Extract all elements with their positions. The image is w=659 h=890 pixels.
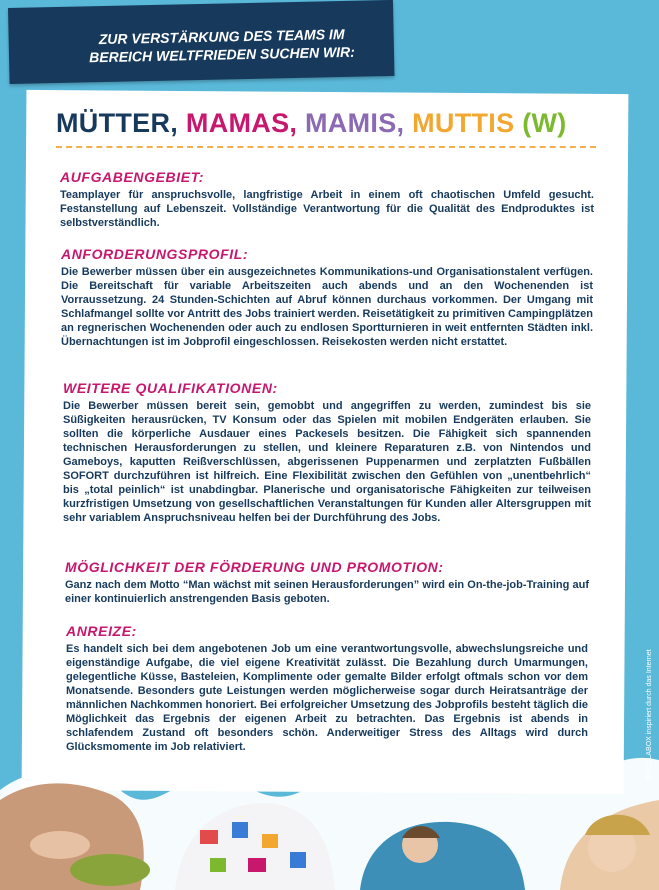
headline-word-4: MUTTIS — [412, 108, 515, 138]
banner-text — [56, 24, 387, 67]
section-aufgabengebiet — [60, 168, 594, 230]
section-foerderung — [65, 558, 589, 606]
section-title: ANFORDERUNGSPROFIL: — [61, 246, 249, 262]
banner-line-2: BEREICH WELTFRIEDEN SUCHEN WIR: — [89, 43, 356, 66]
section-body: Ganz nach dem Motto “Man wächst mit seinen Herausforderungen” wird ein On-the-job-Training auf einer kontinuierlich anstrengenden Basis geboten. — [65, 579, 589, 605]
headline-word-5: (W) — [522, 108, 567, 138]
banner-line-1: ZUR VERSTÄRKUNG DES TEAMS IM — [98, 25, 345, 48]
section-body: Die Bewerber müssen bereit sein, gemobbt und angegriffen zu werden, zumindest bis sie Süßigkeiten herausrücken, TV Konsum oder das Spielen mit mobilen Endgeräten erlauben. Sie sollten die körperliche Ausdauer eines Packesels besitzen. Die Fähigkeit sich spannenden technischen Herausforderungen zu stellen, und kleinere Reparaturen z.B. von Nintendos und Gameboys, kaputten Reißverschlüssen, abgerissenen Puppenarmen und zerplatzten Fußbällen SOFORT durchzuführen ist hilfreich. Eine Flexibilität zwischen den Gefühlen von „unentbehrlich“ bis „total peinlich“ ist unabdingbar. Planerische und organisatorische Fähigkeiten zur teilweisen kurzfristigen Umsetzung von gesellschaftlichen Veranstaltungen für Kunden aller Altersgruppen mit sehr variablem Anspruchsniveau helfen bei der Durchführung des Jobs. — [63, 400, 591, 524]
headline-divider — [56, 146, 596, 148]
headline-word-1: MÜTTER — [56, 108, 171, 138]
headline-word-2: MAMAS — [185, 108, 290, 138]
section-title: MÖGLICHKEIT DER FÖRDERUNG UND PROMOTION: — [65, 559, 444, 575]
section-body: Die Bewerber müssen über ein ausgezeichnetes Kommunikations-und Organisationstalent verfügen. Die Bereitschaft für variable Arbeitszeiten auch abends und an den Wochenenden ist Vorraussetzung. 24 Stunden-Schichten auf Abruf können durchaus vorkommen. Der Umgang mit Schlafmangel sollte vor Antritt des Jobs trainiert werden. Reisetätigkeit zu primitiven Campingplätzen an regnerischen Wochenenden oder auch zu endlosen Sportturnieren in weit entfernten Städten inkl. Übernachtungen ist im Jobprofil eingeschlossen. Reisekosten werden nicht erstattet. — [61, 266, 593, 348]
section-anforderungsprofil — [61, 245, 593, 349]
section-weitere-qualifikationen — [63, 379, 591, 525]
section-title: WEITERE QUALIFIKATIONEN: — [63, 380, 278, 396]
copyright-note: © TOLLABOX inspiriert durch das Internet — [646, 649, 653, 780]
section-title: ANREIZE: — [66, 623, 137, 639]
banner — [8, 0, 395, 84]
section-title: AUFGABENGEBIET: — [60, 169, 205, 185]
photo-collage — [0, 730, 659, 890]
section-body: Es handelt sich bei dem angebotenen Job um eine verantwortungsvolle, abwechslungsreiche und eigenständige Aufgabe, die viel eigene Kreativität zulässt. Die Bezahlung durch Umarmungen, gelegentliche Küsse, Basteleien, Komplimente oder gemalte Bilder erfolgt oftmals schon vor dem Monatsende. Besonders gute Leistungen werden möglicherweise sogar durch Heiratsanträge der männlichen Nachkommen honoriert. Bei erfolgreicher Umsetzung des Jobprofils besteht täglich die Möglichkeit das Ergebnis der eigenen Arbeit zu betrachten. Das Ergebnis ist abends in schlafendem Zustand oft besonders schön. Anderweitiger Stress des Alltags wird durch Glücksmomente im Job relativiert. — [66, 643, 588, 753]
headline-word-3: MAMIS — [305, 108, 397, 138]
section-body: Teamplayer für anspruchsvolle, langfristige Arbeit in einem oft chaotischen Umfeld gesucht. Festanstellung auf Lebenszeit. Vollständige Verantwortung für die Qualität des Endproduktes ist selbstverständlich. — [60, 189, 594, 229]
headline: MÜTTER, MAMAS, MAMIS, MUTTIS (W) — [56, 108, 567, 138]
